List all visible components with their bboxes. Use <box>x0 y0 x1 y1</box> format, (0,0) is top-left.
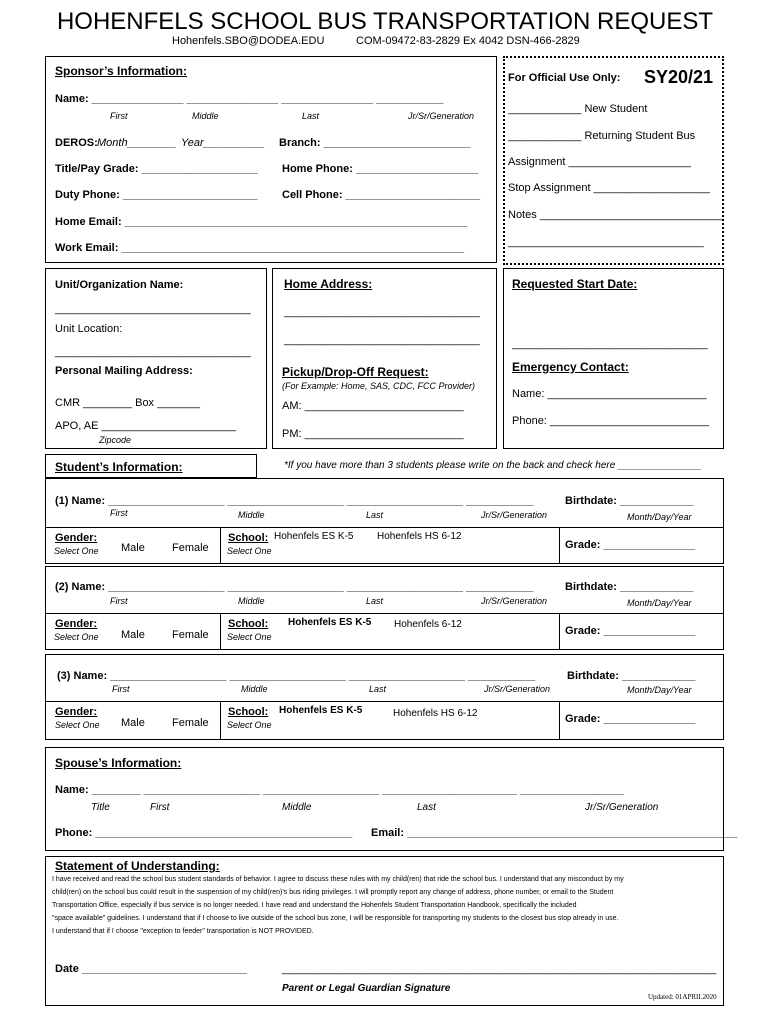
sponsor-middle-caption: Middle <box>192 111 219 121</box>
unit-location-field[interactable]: ________________________________ <box>55 346 251 358</box>
contact-email: Hohenfels.SBO@DODEA.EDU <box>172 35 325 47</box>
students-heading: Student’s Information: <box>55 460 183 474</box>
student-2-gender-select[interactable]: Select One <box>54 632 99 642</box>
sponsor-last-caption: Last <box>302 111 320 121</box>
student-1-gender-label: Gender: <box>55 532 98 544</box>
student-2-female-option[interactable]: Female <box>172 629 209 641</box>
student-3-first-caption: First <box>112 684 130 694</box>
student-2-male-option[interactable]: Male <box>121 629 145 641</box>
student-1-name-field[interactable]: (1) Name: ___________________ ___________________ ___________________ ___________ <box>55 495 534 507</box>
student-1-grade-field[interactable]: Grade: _______________ <box>565 539 696 551</box>
spouse-middle-caption: Middle <box>282 802 312 813</box>
sponsor-first-caption: First <box>110 111 128 121</box>
student-3-jr-caption: Jr/Sr/Generation <box>484 684 551 694</box>
student-2-jr-caption: Jr/Sr/Generation <box>481 596 548 606</box>
student-2-hs-option[interactable]: Hohenfels 6-12 <box>394 619 462 630</box>
deros-label: DEROS: <box>55 137 98 149</box>
start-date-field[interactable]: ________________________________ <box>512 338 708 350</box>
spouse-first-caption: First <box>150 802 170 813</box>
home-phone-field[interactable]: Home Phone: ____________________ <box>282 163 479 175</box>
spouse-heading: Spouse’s Information: <box>55 756 182 770</box>
pm-field[interactable]: PM: __________________________ <box>282 428 464 440</box>
spouse-title-caption: Title <box>91 802 110 813</box>
student-1-male-option[interactable]: Male <box>121 542 145 554</box>
statement-line-5: I understand that if I choose "exception to feeder" transportation is NOT PROVIDED. <box>52 928 314 935</box>
sponsor-name-field[interactable]: Name: _______________ _______________ _______________ ___________ <box>55 93 444 105</box>
student-3-gender-select[interactable]: Select One <box>55 720 100 730</box>
school-year: SY20/21 <box>644 67 714 87</box>
cmr-box-field[interactable]: CMR ________ Box _______ <box>55 397 200 409</box>
student-3-school-label: School: <box>228 706 269 718</box>
student-1-birthdate-field[interactable]: Birthdate: ____________ <box>565 495 694 507</box>
student-2-first-caption: First <box>110 596 128 606</box>
student-3-male-option[interactable]: Male <box>121 717 145 729</box>
student-2-birthdate-field[interactable]: Birthdate: ____________ <box>565 581 694 593</box>
apo-field[interactable]: APO, AE ______________________ <box>55 420 237 432</box>
student-2-school-label: School: <box>228 618 269 630</box>
spouse-name-field[interactable]: Name: ________ ___________________ ___________________ ______________________ _________________ <box>55 784 624 796</box>
extra-students-note[interactable]: *If you have more than 3 students please write on the back and check here _______________ <box>284 460 702 471</box>
contact-phones: COM-09472-83-2829 Ex 4042 DSN-466-2829 <box>356 35 580 47</box>
student-1-school-label: School: <box>228 532 269 544</box>
deros-month-field[interactable]: Month________ <box>97 137 177 149</box>
student-3-school-select[interactable]: Select One <box>227 720 272 730</box>
student-2-es-option[interactable]: Hohenfels ES K-5 <box>288 617 372 628</box>
mailing-address-label: Personal Mailing Address: <box>55 365 193 377</box>
student-3-birthdate-field[interactable]: Birthdate: ____________ <box>567 670 696 682</box>
student-2-gender-label: Gender: <box>55 618 98 630</box>
pickup-heading: Pickup/Drop-Off Request: <box>282 365 429 379</box>
statement-line-2: child(ren) on the school bus could result in the suspension of my child(ren)’s bus riding privileges. I will promptly report any change of address, phone number, or email to the Student <box>52 889 614 896</box>
student-1-hs-option[interactable]: Hohenfels HS 6-12 <box>377 531 462 542</box>
stop-assignment-field[interactable]: Stop Assignment ___________________ <box>508 182 710 194</box>
notes-field[interactable]: Notes ______________________________ <box>508 209 724 221</box>
student-2-grade-field[interactable]: Grade: _______________ <box>565 625 696 637</box>
signature-field[interactable]: _______________________________________________________________________ <box>282 963 717 975</box>
statement-line-1: I have received and read the school bus student standards of behavior. I agree to discuss these rules with my child(ren) that ride the school bus. I understand that any misconduct by my <box>52 876 624 883</box>
home-address-section <box>272 268 497 449</box>
emergency-heading: Emergency Contact: <box>512 360 629 374</box>
spouse-last-caption: Last <box>417 802 436 813</box>
student-3-es-option[interactable]: Hohenfels ES K-5 <box>279 705 363 716</box>
student-3-name-field[interactable]: (3) Name: ___________________ ___________________ ___________________ ___________ <box>57 670 536 682</box>
spouse-jr-caption: Jr/Sr/Generation <box>585 802 659 813</box>
home-address-line1[interactable]: ________________________________ <box>284 306 480 318</box>
student-3-gender-label: Gender: <box>55 706 98 718</box>
notes-blank-field[interactable]: ________________________________ <box>508 236 704 248</box>
pickup-example: (For Example: Home, SAS, CDC, FCC Provider) <box>282 381 476 391</box>
official-use-heading: For Official Use Only: <box>508 72 621 84</box>
sponsor-heading: Sponsor’s Information: <box>55 64 187 78</box>
student-2-last-caption: Last <box>366 596 384 606</box>
sponsor-jr-caption: Jr/Sr/Generation <box>408 111 475 121</box>
deros-year-field[interactable]: Year__________ <box>181 137 265 149</box>
statement-line-3: Transportation Office, especially if bus service is no longer needed. I have read and understand the Hohenfels Student Transportation Handbook, specifically the included <box>52 902 577 909</box>
cell-phone-field[interactable]: Cell Phone: ______________________ <box>282 189 481 201</box>
am-field[interactable]: AM: __________________________ <box>282 400 464 412</box>
student-3-female-option[interactable]: Female <box>172 717 209 729</box>
home-address-line2[interactable]: ________________________________ <box>284 334 480 346</box>
unit-heading: Unit/Organization Name: <box>55 279 184 291</box>
unit-location-label: Unit Location: <box>55 323 123 335</box>
signature-caption: Parent or Legal Guardian Signature <box>282 983 451 994</box>
student-2-name-field[interactable]: (2) Name: ___________________ ___________________ ___________________ ___________ <box>55 581 534 593</box>
work-email-field[interactable]: Work Email: ________________________________________________________ <box>55 242 465 254</box>
student-3-grade-field[interactable]: Grade: _______________ <box>565 713 696 725</box>
student-2-school-select[interactable]: Select One <box>227 632 272 642</box>
title-pay-field[interactable]: Title/Pay Grade: ___________________ <box>55 163 258 175</box>
signature-date-field[interactable]: Date ___________________________ <box>55 963 248 975</box>
home-email-field[interactable]: Home Email: ________________________________________________________ <box>55 216 468 228</box>
spouse-email-field[interactable]: Email: ______________________________________________________ <box>371 827 738 839</box>
student-1-es-option[interactable]: Hohenfels ES K-5 <box>274 531 354 542</box>
home-address-heading: Home Address: <box>284 277 373 291</box>
unit-name-field[interactable]: ________________________________ <box>55 303 251 315</box>
student-1-gender-select[interactable]: Select One <box>54 546 99 556</box>
assignment-field[interactable]: Assignment ____________________ <box>508 156 691 168</box>
sponsor-section <box>45 56 497 263</box>
emergency-phone-field[interactable]: Phone: __________________________ <box>512 415 709 427</box>
student-3-hs-option[interactable]: Hohenfels HS 6-12 <box>393 708 478 719</box>
student-3-middle-caption: Middle <box>241 684 268 694</box>
student-1-first-caption: First <box>110 508 128 518</box>
returning-student-field[interactable]: ____________ Returning Student Bus <box>508 130 696 142</box>
statement-heading: Statement of Understanding: <box>55 859 220 873</box>
student-3-date-caption: Month/Day/Year <box>627 685 692 695</box>
student-1-jr-caption: Jr/Sr/Generation <box>481 510 548 520</box>
student-1-school-select[interactable]: Select One <box>227 546 272 556</box>
student-3-last-caption: Last <box>369 684 387 694</box>
spouse-phone-field[interactable]: Phone: __________________________________________ <box>55 827 353 839</box>
student-1-female-option[interactable]: Female <box>172 542 209 554</box>
start-date-heading: Requested Start Date: <box>512 277 638 291</box>
student-2-date-caption: Month/Day/Year <box>627 598 692 608</box>
page-title: HOHENFELS SCHOOL BUS TRANSPORTATION REQUEST <box>56 8 714 35</box>
zipcode-caption: Zipcode <box>99 435 132 445</box>
updated-date: Updated: 01APRIL2020 <box>648 993 717 1001</box>
duty-phone-field[interactable]: Duty Phone: ______________________ <box>55 189 258 201</box>
student-1-date-caption: Month/Day/Year <box>627 512 692 522</box>
student-1-last-caption: Last <box>366 510 384 520</box>
emergency-name-field[interactable]: Name: __________________________ <box>512 388 707 400</box>
student-1-middle-caption: Middle <box>238 510 265 520</box>
new-student-field[interactable]: ____________ New Student <box>508 103 648 115</box>
statement-line-4: "space available" guidelines. I understand that if I choose to live outside of the school bus zone, I will be responsible for transporting my students to the closest bus stop already in use. <box>52 915 619 922</box>
branch-field[interactable]: Branch: ________________________ <box>279 137 471 149</box>
student-2-middle-caption: Middle <box>238 596 265 606</box>
